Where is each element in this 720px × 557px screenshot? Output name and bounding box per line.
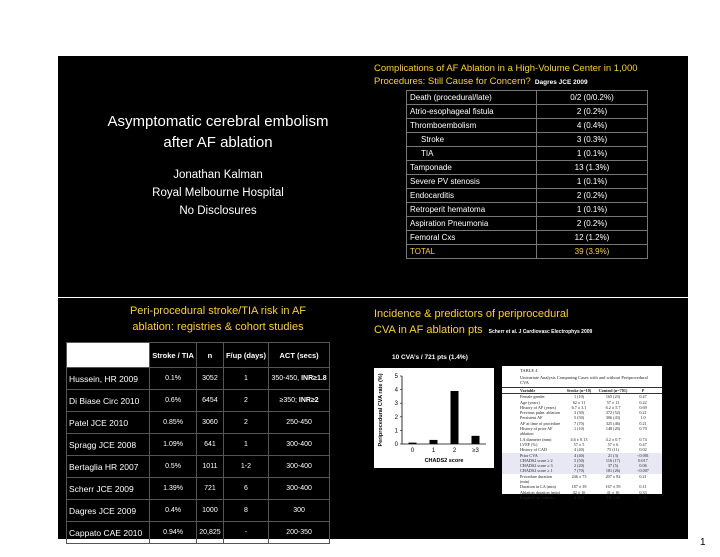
- complications-table: [406, 90, 648, 259]
- complication-label: Aspiration Pneumonia: [407, 217, 537, 231]
- complication-label: Femoral Cxs: [407, 231, 537, 245]
- patient-count: 1000: [197, 500, 224, 522]
- act-secs: [269, 500, 330, 522]
- complication-value: 39 (3.9%): [537, 245, 648, 259]
- doc-cell: <0.007: [637, 468, 649, 474]
- y-tick-label: 0: [394, 442, 398, 448]
- followup-days: 2: [223, 412, 268, 434]
- act-secs: [269, 368, 330, 390]
- doc-cell: Ablation duration (min): [520, 489, 561, 495]
- doc-cell: 57 ± 6: [607, 441, 619, 447]
- patient-count: 1011: [197, 456, 224, 478]
- doc-cell: Age (years): [520, 399, 540, 405]
- act-inr: INR≥2: [298, 397, 319, 404]
- study-name: Scherr JCE 2009: [67, 478, 150, 500]
- act-range: 300: [293, 507, 305, 514]
- complication-label: Severe PV stenosis: [407, 175, 537, 189]
- doc-cell: CHADS2 score ≥ 3: [520, 463, 553, 469]
- act-secs: [269, 478, 330, 500]
- act-range: 250-450: [286, 419, 312, 426]
- table-row: [67, 500, 330, 522]
- x-tick-label: 2: [452, 448, 457, 454]
- doc-cell: History of CAD: [520, 447, 547, 453]
- doc-cell: 5 (50): [573, 457, 585, 463]
- complication-label: Death (procedural/late): [407, 91, 537, 105]
- bar: [472, 436, 480, 444]
- author: Jonathan Kalman: [173, 169, 263, 181]
- table-row: [407, 119, 648, 133]
- doc-cell: 57 ± 11: [606, 399, 620, 405]
- doc-cell: 0.47: [639, 441, 647, 447]
- doc-cell: <0.001: [637, 452, 649, 458]
- doc-cell: 4 (40): [573, 452, 585, 458]
- complication-label: Tamponade: [407, 161, 537, 175]
- cva-count: 10 CVA’s / 721 pts (1.4%): [392, 354, 468, 361]
- title-line-2: CVA in AF ablation pts: [374, 324, 483, 336]
- doc-table-row: [502, 474, 662, 485]
- doc-cell: 0.02: [639, 447, 647, 453]
- doc-cell: 0.69: [639, 404, 647, 410]
- complication-label: Endocarditis: [407, 189, 537, 203]
- doc-cell: 0.47: [639, 394, 647, 400]
- doc-cell: 0.22: [639, 399, 647, 405]
- doc-cell: Irrigated tip catheter: [520, 494, 555, 500]
- stroke-rate: 0.5%: [150, 456, 197, 478]
- complication-value: 3 (0.3%): [537, 133, 648, 147]
- y-tick-label: 4: [394, 387, 398, 394]
- table-row: [67, 368, 330, 390]
- registry-table: [66, 342, 330, 544]
- doc-cell: 42 ± 16: [572, 489, 586, 495]
- doc-cell: 325 (46): [605, 420, 621, 426]
- header-stroke: Stroke / TIA: [150, 343, 197, 368]
- act-inr: INR≥1.8: [301, 375, 327, 382]
- patient-count: 6454: [197, 390, 224, 412]
- slide2-reference: Dagres JCE 2009: [534, 79, 588, 86]
- followup-days: 1-2: [223, 456, 268, 478]
- doc-cell: 4.2 ± 0.7: [605, 436, 621, 442]
- doc-cell: 7 (70): [573, 420, 585, 426]
- table-row: [407, 175, 648, 189]
- doc-table-row: [502, 426, 662, 437]
- bar: [409, 443, 417, 444]
- doc-cell: 4.6 ± 0.13: [570, 436, 588, 442]
- table-row: [407, 147, 648, 161]
- doc-cell: 0.017: [638, 457, 648, 463]
- slide-incidence: [368, 298, 688, 539]
- doc-cell: Persistent AF: [520, 415, 543, 421]
- complication-value: 1 (0.1%): [537, 175, 648, 189]
- complication-value: 1 (0.1%): [537, 147, 648, 161]
- y-tick-label: 5: [394, 374, 398, 380]
- act-secs: [269, 456, 330, 478]
- doc-cell: CHADS2 score ≥ 1: [520, 468, 553, 474]
- doc-cell: 165 (23): [605, 394, 621, 400]
- complication-value: 13 (1.3%): [537, 161, 648, 175]
- table-header-row: [67, 343, 330, 368]
- doc-cell: 4 (40): [573, 447, 585, 453]
- doc-cell: 0.21: [639, 473, 647, 479]
- doc-cell: LA diameter (mm): [520, 436, 552, 442]
- complication-value: 0/2 (0/0.2%): [537, 91, 648, 105]
- complication-value: 2 (0.2%): [537, 217, 648, 231]
- doc-cell: 37 (5): [607, 463, 619, 469]
- doc-cell: 1.0: [640, 415, 646, 421]
- doc-cell: AF at time of procedure: [520, 420, 561, 426]
- doc-cell: 57 ± 5: [573, 441, 585, 447]
- table-row: [407, 203, 648, 217]
- table-caption: TABLE 4: [520, 368, 538, 373]
- doc-cell: 181 (26): [605, 468, 621, 474]
- complication-label: TIA: [407, 147, 537, 161]
- table-row: [67, 456, 330, 478]
- doc-cell: 306 (43): [605, 415, 621, 421]
- study-name: Di Biase Circ 2010: [67, 390, 150, 412]
- act-secs: [269, 390, 330, 412]
- doc-cell: Prior CVA: [520, 452, 538, 458]
- table-row: [67, 412, 330, 434]
- institution: Royal Melbourne Hospital: [152, 187, 284, 199]
- act-range: 300-400: [286, 485, 312, 492]
- complication-label: Stroke: [407, 133, 537, 147]
- followup-days: 1: [223, 368, 268, 390]
- act-range: 350-450,: [271, 375, 302, 382]
- doc-cell: 316 (44): [605, 494, 621, 500]
- followup-days: -: [223, 522, 268, 544]
- slide2-title-text: Complications of AF Ablation in a High-Volume Center in 1,000 Procedures: Still Cause for Concern?: [374, 63, 638, 87]
- doc-table-header: [502, 387, 662, 394]
- act-range: 300-400: [286, 463, 312, 470]
- complication-label: TOTAL: [407, 245, 537, 259]
- complication-value: 12 (1.2%): [537, 231, 648, 245]
- doc-cell: 6 (60): [573, 494, 585, 500]
- doc-cell: 6.2 ± 5.7: [605, 404, 621, 410]
- stroke-rate: 0.1%: [150, 368, 197, 390]
- slide2-title: [374, 62, 684, 89]
- cva-bar-chart: [374, 368, 494, 468]
- stroke-rate: 0.4%: [150, 500, 197, 522]
- table-row: [407, 231, 648, 245]
- table-row: [407, 189, 648, 203]
- doc-cell: 6.7 ± 3.1: [571, 404, 587, 410]
- act-secs: [269, 522, 330, 544]
- study-name: Bertaglia HR 2007: [67, 456, 150, 478]
- y-tick-label: 1: [394, 428, 398, 435]
- stroke-rate: 0.85%: [150, 412, 197, 434]
- table-row: [407, 217, 648, 231]
- x-tick-label: 1: [431, 448, 436, 454]
- doc-cell: 116 (17): [605, 457, 621, 463]
- slide-title: [58, 56, 378, 297]
- y-axis-label: Periprocedural CVA rate (%): [378, 373, 384, 447]
- doc-cell: 1 (10): [573, 394, 585, 400]
- complication-label: Atrio-esophageal fistula: [407, 105, 537, 119]
- doc-header-cell: P: [641, 388, 645, 393]
- doc-cell: 0.74: [639, 436, 647, 442]
- x-tick-label: ≥3: [472, 448, 479, 454]
- doc-cell: 21 (3): [607, 452, 619, 458]
- table-row: [67, 434, 330, 456]
- patient-count: 641: [197, 434, 224, 456]
- doc-cell: 0.11: [639, 484, 647, 490]
- study-name: Dagres JCE 2009: [67, 500, 150, 522]
- doc-table-row: [502, 495, 662, 500]
- doc-cell: LVEF (%): [520, 441, 538, 447]
- table-row: [407, 105, 648, 119]
- act-range: 300-400: [286, 441, 312, 448]
- doc-cell: 207 ± 82: [605, 473, 621, 479]
- doc-cell: 1 (10): [573, 426, 585, 432]
- doc-cell: 246 ± 73: [571, 473, 587, 479]
- doc-cell: History of AF (years): [520, 404, 556, 410]
- doc-cell: CHADS2 score ≥ 2: [520, 457, 553, 463]
- slide3-title: [58, 303, 378, 335]
- doc-cell: History of prior AF ablation: [520, 426, 553, 437]
- doc-header-cell: Stroke (n=10): [566, 388, 592, 393]
- act-range: 200-350: [286, 529, 312, 536]
- complication-label: Retroperit hematoma: [407, 203, 537, 217]
- complication-value: 4 (0.4%): [537, 119, 648, 133]
- stroke-rate: 0.6%: [150, 390, 197, 412]
- stroke-rate: 1.39%: [150, 478, 197, 500]
- slide4-reference: Scherr et al. J Cardiovasc Electrophys 2009: [488, 329, 593, 335]
- title-line-1: Peri-procedural stroke/TIA risk in AF: [129, 305, 307, 317]
- slide-complications: [368, 56, 688, 297]
- x-tick-label: 0: [410, 448, 415, 454]
- act-secs: [269, 412, 330, 434]
- stroke-rate: 0.94%: [150, 522, 197, 544]
- patient-count: 3060: [197, 412, 224, 434]
- univariate-table-image: [502, 366, 662, 500]
- study-name: Hussein, HR 2009: [67, 368, 150, 390]
- study-name: Spragg JCE 2008: [67, 434, 150, 456]
- table-row: [67, 390, 330, 412]
- doc-cell: Previous pulm. ablation: [520, 410, 560, 416]
- slide4-title: [374, 306, 684, 340]
- bar: [430, 440, 438, 444]
- doc-cell: 3 (30): [573, 410, 585, 416]
- table-row: [67, 522, 330, 544]
- table-row: [407, 245, 648, 259]
- patient-count: 3052: [197, 368, 224, 390]
- table-row: [407, 133, 648, 147]
- stroke-rate: 1.09%: [150, 434, 197, 456]
- complication-label: Thromboembolism: [407, 119, 537, 133]
- followup-days: 8: [223, 500, 268, 522]
- title-line-1: Incidence & predictors of periprocedural: [374, 308, 569, 320]
- doc-cell: 0.33: [639, 489, 647, 495]
- header-fup: F/up (days): [223, 343, 268, 368]
- doc-header-cell: Variable: [520, 388, 536, 393]
- slide1-title: [58, 111, 378, 153]
- act-range: ≥350;: [279, 397, 299, 404]
- doc-cell: 2 (20): [573, 463, 585, 469]
- doc-cell: 148 (20): [605, 426, 621, 432]
- table-title: Univariate Analysis Comparing Cases with and without Periprocedural CVA: [520, 375, 648, 385]
- slide-registries: [58, 298, 378, 539]
- disclosure: No Disclosures: [179, 205, 257, 217]
- doc-cell: 167 ± 59: [605, 484, 621, 490]
- doc-cell: Female gender: [520, 394, 545, 400]
- complication-value: 1 (0.1%): [537, 203, 648, 217]
- title-line-2: after AF ablation: [163, 134, 273, 151]
- y-tick-label: 3: [394, 401, 398, 408]
- doc-cell: 5 (50): [573, 415, 585, 421]
- title-line-2: ablation: registries & cohort studies: [132, 321, 304, 333]
- x-axis-label: CHADS2 score: [424, 458, 464, 464]
- title-line-1: Asymptomatic cerebral embolism: [107, 113, 329, 130]
- doc-cell: 41 ± 16: [606, 489, 620, 495]
- bar: [451, 391, 459, 444]
- followup-days: 2: [223, 390, 268, 412]
- doc-cell: Duration in LA (min): [520, 484, 556, 490]
- patient-count: 721: [197, 478, 224, 500]
- study-name: Cappato CAE 2010: [67, 522, 150, 544]
- act-secs: [269, 434, 330, 456]
- followup-days: 6: [223, 478, 268, 500]
- patient-count: 20,825: [197, 522, 224, 544]
- table-row: [407, 161, 648, 175]
- table-row: [407, 91, 648, 105]
- doc-cell: 75 (11): [606, 447, 620, 453]
- followup-days: 1: [223, 434, 268, 456]
- doc-cell: 0.21: [639, 420, 647, 426]
- doc-cell: 0.70: [639, 426, 647, 432]
- header-study: [67, 343, 150, 368]
- doc-cell: 7 (70): [573, 468, 585, 474]
- header-n: n: [197, 343, 224, 368]
- complication-value: 2 (0.2%): [537, 189, 648, 203]
- doc-cell: 0.21: [639, 410, 647, 416]
- doc-cell: 62 ± 11: [572, 399, 586, 405]
- doc-cell: 372 (52): [605, 410, 621, 416]
- header-act: ACT (secs): [269, 343, 330, 368]
- complication-value: 2 (0.2%): [537, 105, 648, 119]
- doc-header-cell: Control (n=701): [598, 388, 628, 393]
- doc-cell: 0.06: [639, 463, 647, 469]
- table-row: [67, 478, 330, 500]
- y-tick-label: 2: [394, 414, 398, 421]
- doc-cell: Procedure duration (min): [520, 473, 552, 485]
- study-name: Patel JCE 2010: [67, 412, 150, 434]
- doc-cell: 187 ± 39: [571, 484, 587, 490]
- chart-svg: [374, 368, 494, 468]
- page-number: 1: [700, 537, 706, 548]
- doc-cell: 0.69: [639, 494, 647, 500]
